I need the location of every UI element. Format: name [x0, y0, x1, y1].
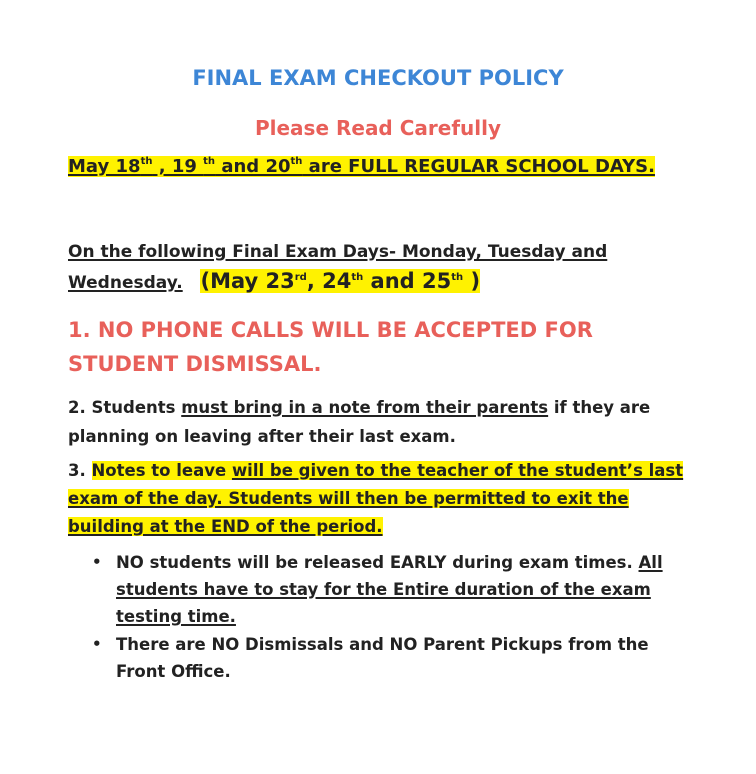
- policy-item-2: [68, 393, 708, 451]
- exam-date-b-sup: th: [351, 272, 364, 283]
- bullet-item-early-release: [92, 549, 692, 630]
- bullet-1-underlined: All students have to stay for the Entire duration of the exam testing time.: [116, 553, 663, 626]
- bullet-icon: •: [92, 553, 102, 571]
- date-sup-2: th: [203, 156, 216, 167]
- date-text-2: , 19: [152, 156, 204, 177]
- date-sup-3: th: [290, 156, 303, 167]
- item-3-part-2: will be given to the teacher of the student’s last exam of the day. Students will then be permitted to exit the building at the END of the period.: [68, 461, 684, 536]
- item-2-rest: if they are planning on leaving after their last exam.: [68, 398, 651, 446]
- exam-date-a-sup: rd: [294, 272, 307, 283]
- item-2-number: 2. Students: [68, 398, 182, 417]
- exam-date-a: (May 23: [200, 269, 295, 293]
- item-1-text: NO PHONE CALLS WILL BE ACCEPTED FOR STUDENT DISMISSAL.: [68, 318, 593, 376]
- bullet-item-no-dismissals: [92, 631, 692, 685]
- policy-item-1: [68, 313, 708, 381]
- date-sup-1: th: [140, 156, 153, 167]
- bullet-icon: •: [92, 635, 102, 653]
- bullet-list: [92, 549, 692, 686]
- bullet-1-text: NO students will be released EARLY during exam times.: [116, 553, 639, 572]
- date-text-3: and 20: [215, 156, 291, 177]
- regular-school-days-line: [68, 156, 655, 177]
- following-line-1: On the following Final Exam Days- Monday, Tuesday and: [68, 242, 608, 262]
- exam-date-c: and 25: [363, 269, 452, 293]
- following-line-2: Wednesday.: [68, 273, 183, 293]
- exam-dates-highlight: [200, 269, 480, 293]
- page-subtitle: Please Read Carefully: [254, 116, 502, 140]
- final-exam-days-paragraph: [68, 238, 708, 298]
- date-text-1: May 18: [68, 156, 141, 177]
- exam-date-d: ): [463, 269, 481, 293]
- exam-date-b: , 24: [306, 269, 352, 293]
- date-text-4: are FULL REGULAR SCHOOL DAYS.: [302, 156, 655, 177]
- policy-item-3: [68, 457, 708, 541]
- item-2-underlined: must bring in a note from their parents: [181, 398, 549, 417]
- item-3-part-1: Notes to leave: [91, 461, 232, 480]
- bullet-2-text: There are NO Dismissals and NO Parent Pickups from the Front Office.: [116, 635, 649, 681]
- item-3-number: 3.: [68, 461, 92, 480]
- item-1-number: 1.: [68, 318, 91, 342]
- exam-date-c-sup: th: [451, 272, 464, 283]
- page-title: FINAL EXAM CHECKOUT POLICY: [192, 66, 564, 90]
